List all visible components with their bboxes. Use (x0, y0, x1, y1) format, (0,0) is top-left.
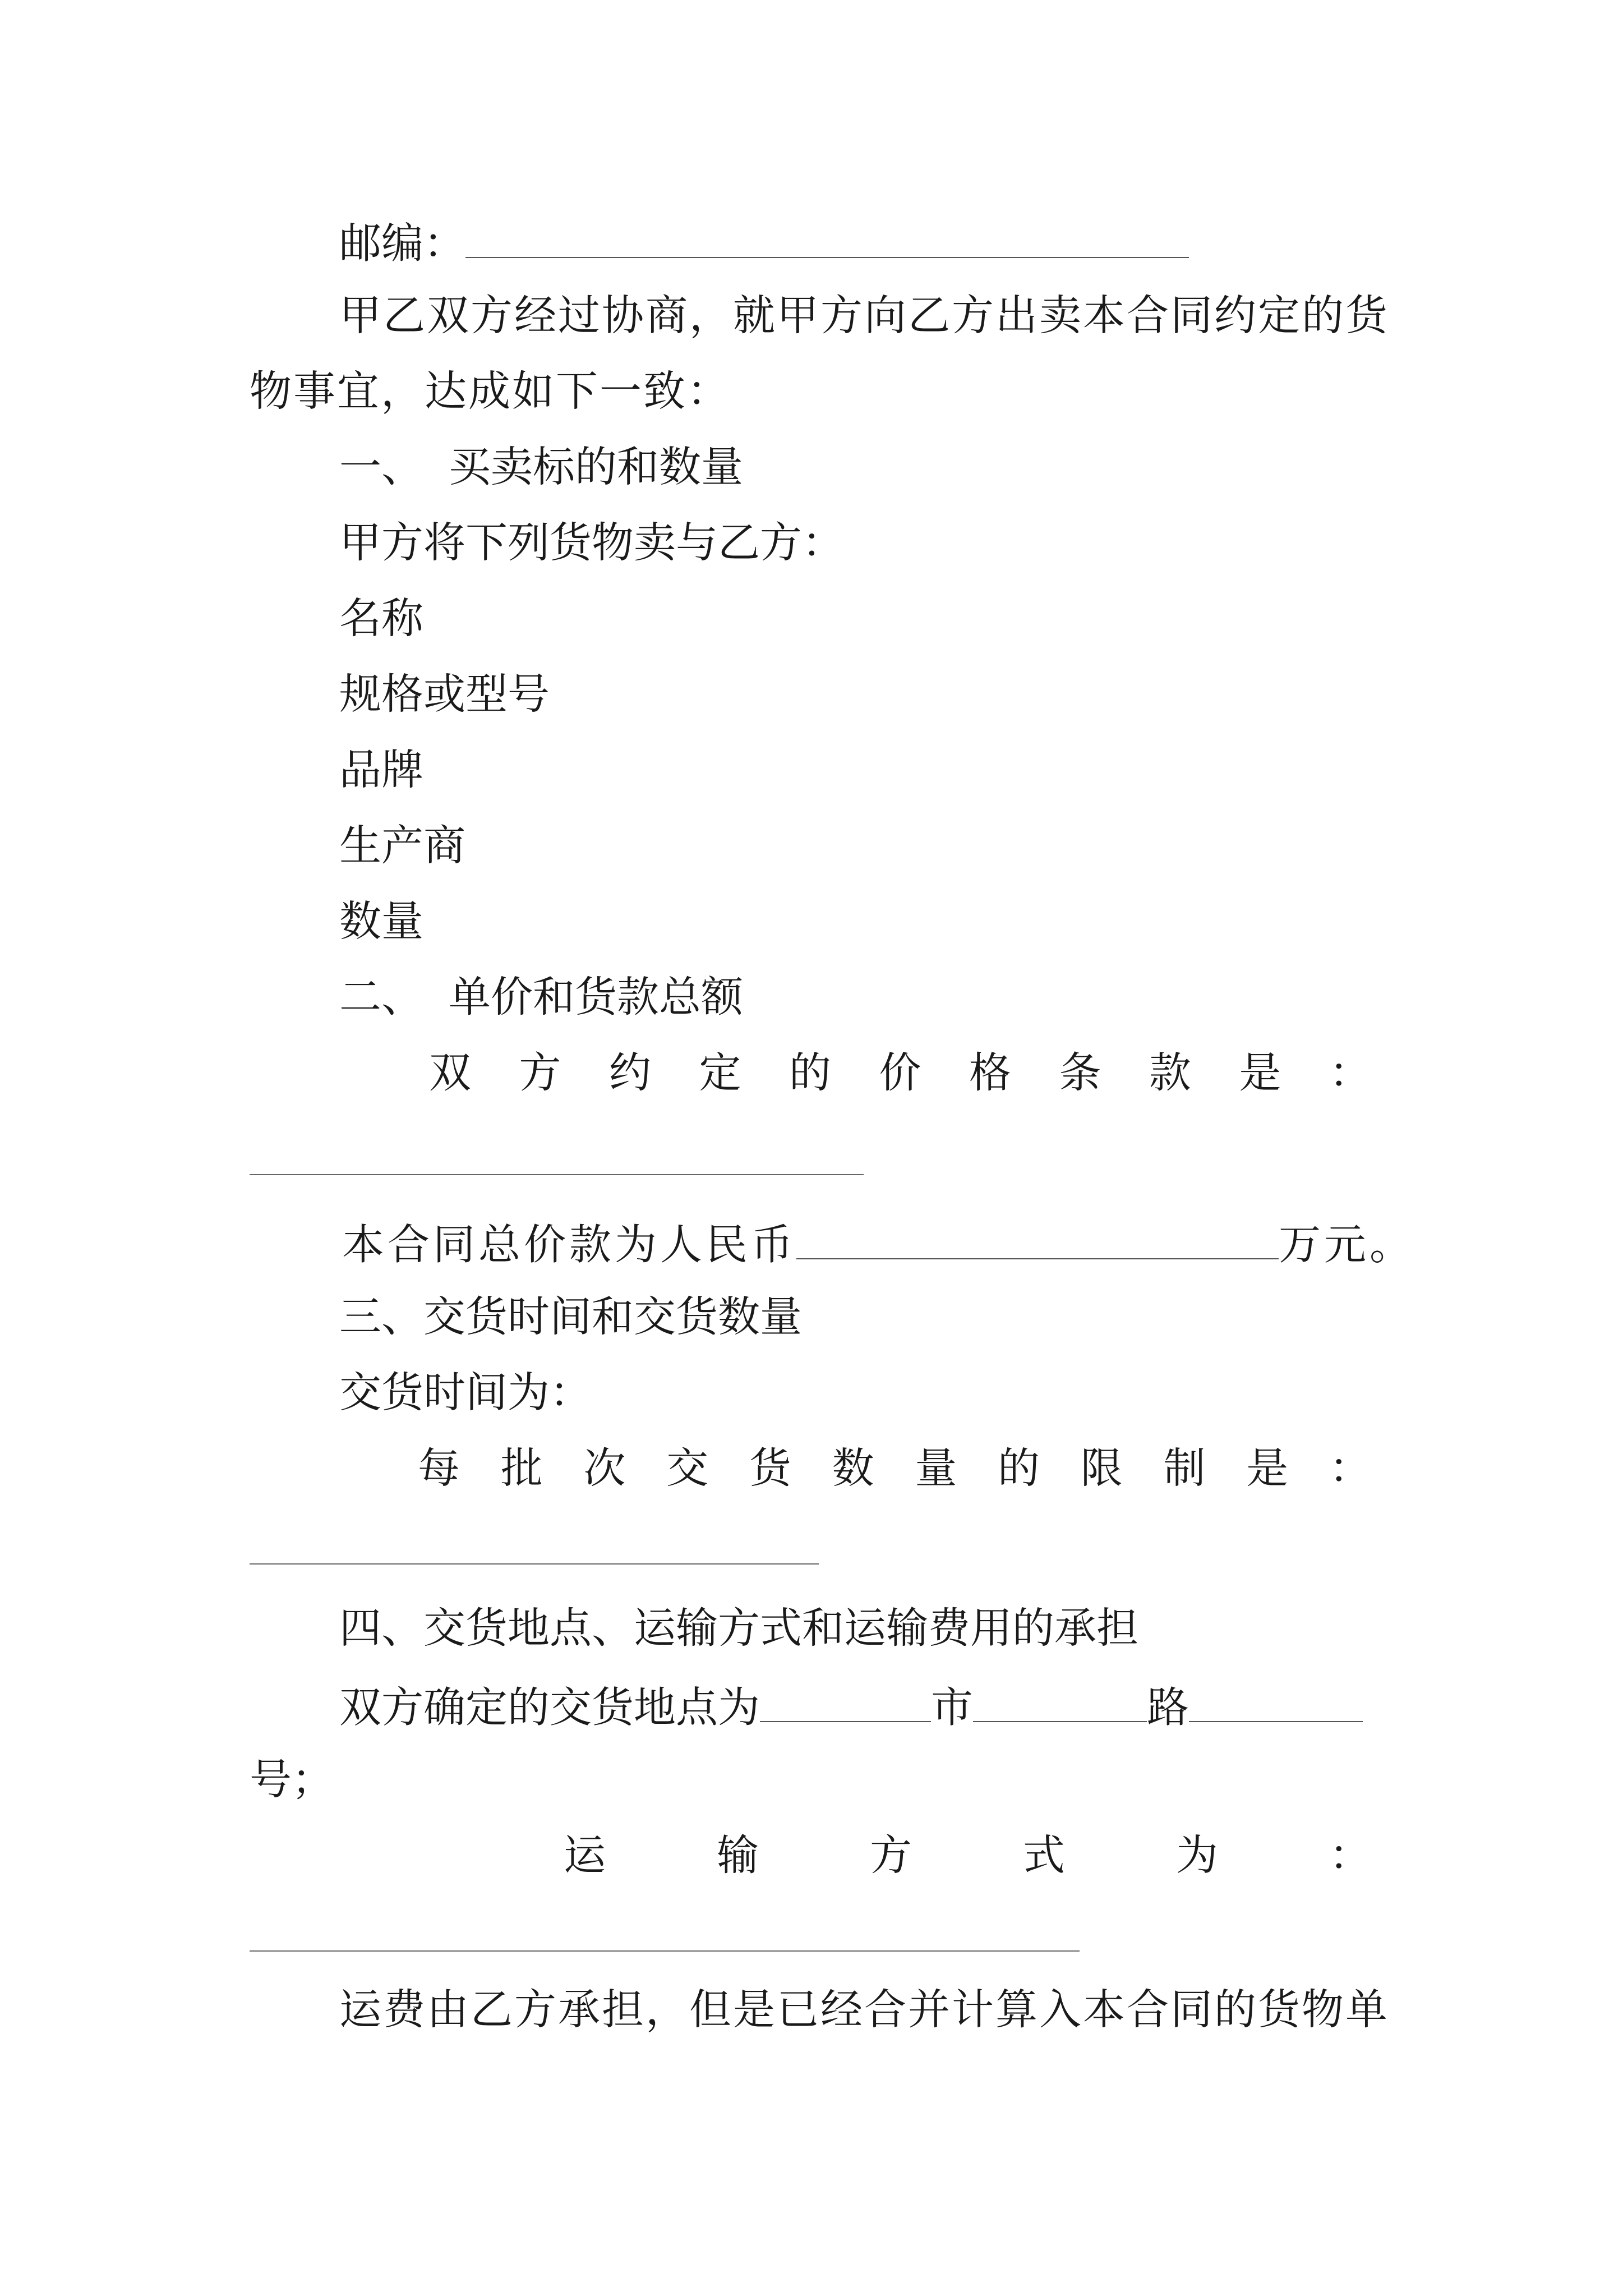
batch-limit-line (418, 1443, 1371, 1493)
price-terms-char: 条 (1059, 1048, 1101, 1097)
city-blank[interactable] (760, 1683, 931, 1722)
price-terms-blank[interactable] (250, 1174, 864, 1175)
price-terms-char: 是 (1239, 1048, 1281, 1097)
batch-limit-char: 是 (1246, 1443, 1289, 1493)
item-quantity: 数量 (339, 896, 424, 946)
batch-limit-char: ： (1329, 1443, 1371, 1493)
delivery-place-prefix: 双方确定的交货地点为 (339, 1682, 760, 1732)
transport-char: 式 (1022, 1830, 1065, 1880)
batch-limit-char: 的 (998, 1443, 1040, 1493)
house-number-blank[interactable] (1189, 1683, 1363, 1722)
price-terms-char: 价 (879, 1048, 921, 1097)
road-blank[interactable] (973, 1683, 1147, 1722)
item-brand: 品牌 (339, 745, 424, 794)
postcode-blank[interactable] (465, 219, 1189, 258)
batch-limit-char: 批 (500, 1443, 543, 1493)
transport-method-line (564, 1830, 1371, 1880)
house-number-suffix: 号； (250, 1755, 334, 1804)
price-terms-char: 约 (608, 1048, 651, 1097)
total-price-blank[interactable] (796, 1220, 1279, 1259)
postcode-label: 邮编： (339, 218, 466, 268)
section1-number: 一、 (339, 442, 424, 491)
price-terms-char: 方 (519, 1048, 561, 1097)
section1-lead: 甲方将下列货物卖与乙方： (339, 518, 845, 567)
delivery-place-line (339, 1682, 1363, 1732)
city-label: 市 (931, 1682, 974, 1732)
road-label: 路 (1147, 1682, 1189, 1732)
transport-method-blank[interactable] (250, 1950, 1080, 1952)
section2-heading (339, 972, 744, 1022)
section3-heading: 三、交货时间和交货数量 (339, 1292, 803, 1341)
item-name: 名称 (339, 593, 424, 643)
batch-limit-char: 货 (749, 1443, 791, 1493)
batch-limit-char: 制 (1163, 1443, 1206, 1493)
price-terms-char: 格 (969, 1048, 1011, 1097)
batch-limit-char: 限 (1080, 1443, 1123, 1493)
section1-heading (339, 442, 744, 491)
intro-line-1: 甲乙双方经过协商，就甲方向乙方出卖本合同约定的货 (339, 291, 1390, 340)
total-price-suffix: 万元。 (1279, 1220, 1415, 1269)
price-terms-char: 款 (1149, 1048, 1191, 1097)
batch-limit-char: 量 (915, 1443, 957, 1493)
section4-heading: 四、交货地点、运输方式和运输费用的承担 (339, 1603, 1139, 1653)
batch-limit-char: 数 (832, 1443, 874, 1493)
batch-limit-blank[interactable] (250, 1563, 819, 1565)
freight-line: 运费由乙方承担，但是已经合并计算入本合同的货物单 (339, 1985, 1390, 2034)
section2-number: 二、 (339, 972, 424, 1022)
total-price-line (342, 1220, 1415, 1269)
intro-line-2: 物事宜，达成如下一致： (250, 366, 731, 416)
total-price-prefix: 本合同总价款为人民币 (342, 1220, 797, 1269)
section2-title: 单价和货款总额 (449, 972, 744, 1022)
postcode-line (339, 218, 1189, 268)
price-terms-line (429, 1048, 1371, 1097)
price-terms-char: 的 (789, 1048, 831, 1097)
batch-limit-char: 交 (666, 1443, 709, 1493)
price-terms-char: ： (1329, 1048, 1371, 1097)
transport-char: 方 (869, 1830, 912, 1880)
delivery-time-label: 交货时间为： (339, 1368, 592, 1417)
price-terms-char: 双 (429, 1048, 472, 1097)
batch-limit-char: 次 (583, 1443, 626, 1493)
transport-char: 为 (1175, 1830, 1218, 1880)
transport-char: 输 (716, 1830, 759, 1880)
price-terms-char: 定 (699, 1048, 741, 1097)
item-spec: 规格或型号 (339, 669, 550, 719)
section1-title: 买卖标的和数量 (449, 442, 744, 491)
batch-limit-char: 每 (418, 1443, 460, 1493)
item-manufacturer: 生产商 (339, 821, 466, 870)
transport-char: ： (1329, 1830, 1371, 1880)
transport-char: 运 (564, 1830, 606, 1880)
